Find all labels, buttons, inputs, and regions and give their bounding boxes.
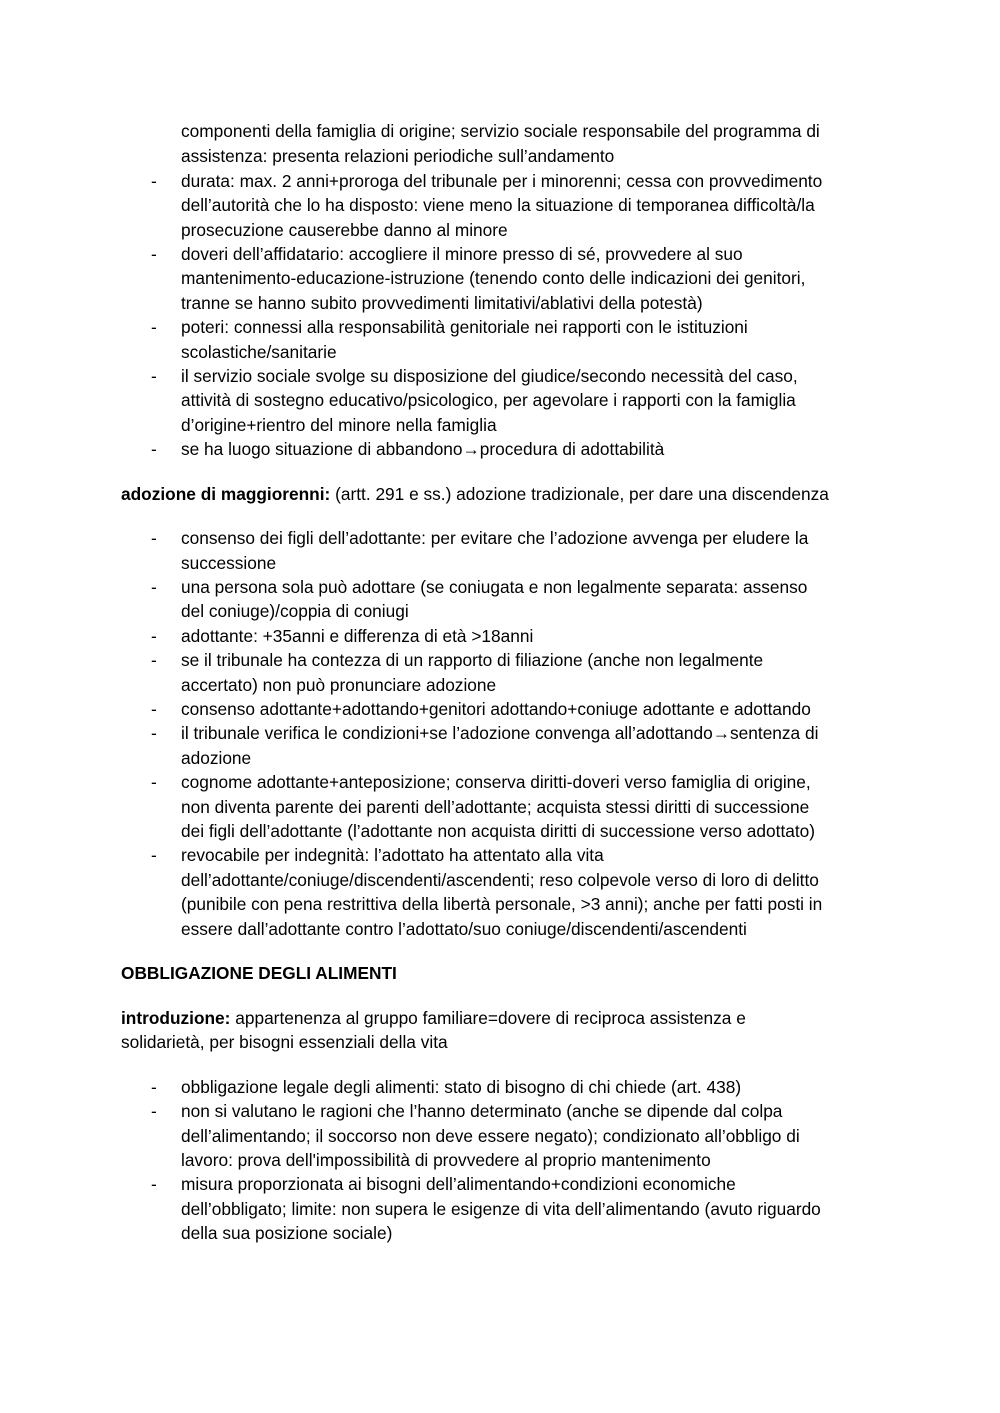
bullet-dash: - xyxy=(151,1174,157,1194)
bullet-dash: - xyxy=(151,650,157,670)
bullet-dash: - xyxy=(151,772,157,792)
bullet-dash: - xyxy=(151,1101,157,1121)
bullet-dash: - xyxy=(151,439,157,459)
bullet-dash: - xyxy=(151,244,157,264)
bullet-dash: - xyxy=(151,626,157,646)
bullet-dash: - xyxy=(151,699,157,719)
bullet-dash: - xyxy=(151,366,157,386)
document-page: componenti della famiglia di origine; servizio sociale responsabile del programma di assistenza: presenta relazioni periodiche sull’andamento - durata: max. 2 anni+proroga del tribunale per i minorenni; cessa con provvedimento dell’autorità che lo ha disposto: viene meno la situazione di temporanea difficoltà/la prosecuzione causerebbe danno al minore - doveri dell’affidatario: accogliere il minore presso di sé, provvedere al suo mantenimento-educazione-istruzione (tenendo conto delle indicazioni dei genitori, tranne se hanno subito provvedimenti limitativi/ablativi della potestà) - poteri: connessi alla responsabilità genitoriale nei rapporti con le istituzioni scolastiche/sanitarie - il servizio sociale svolge su disposizione del giudice/secondo necessità del caso, attività di sostegno educativo/psicologico, per agevolare i rapporti con la famiglia d’origine+rientro del minore nella famiglia - se ha luogo situazione di abbandono→procedura di adottabilità adozione di maggiorenni: (artt. 291 e ss.) adozione tradizionale, per dare una discendenza - consenso dei figli dell’adottante: per evitare che l’adozione avvenga per eludere la successione - una persona sola può adottare (se coniugata e non legalmente separata: assenso del coniuge)/coppia di coniugi - adottante: +35anni e differenza di età >18anni - se il tribunale ha contezza di un rapporto di filiazione (anche non legalmente accertato) non può pronunciare adozione - consenso adottante+adottando+genitori adottando+coniuge adottante e adottando - il tribunale verifica le condizioni+se l’adozione convenga all’adottando→sentenza di adozione - cognome adottante+anteposizione; conserva diritti-doveri verso famiglia di origine, non diventa parente dei parenti dell’adottante; acquista stessi diritti di successione dei figli dell’adottante (l’adottante non acquista diritti di successione verso adottato) - revocabile per indegnità: l’adottato ha attentato alla vita dell’adottante/coniuge/discendenti/ascendenti; reso colpevole verso di loro di delitto (punibile con pena restrittiva della libertà personale, >3 anni); anche per fatti posti in essere dall’adottante contro l’adottato/suo coniuge/discendenti/ascendenti OBBLIGAZIONE DEGLI ALIMENTI introduzione: appartenenza al gruppo familiare=dovere di reciproca assistenza e solidarietà, per bisogni essenziali della vita - obbligazione legale degli alimenti: stato di bisogno di chi chiede (art. 438) - non si valutano le ragioni che l’hanno determinato (anche se dipende dal colpa dell’alimentando; il soccorso non deve essere negato); condizionato all’obbligo di lavoro: prova dell'impossibilità di provvedere al proprio mantenimento - misura proporzionata ai bisogni dell’alimentando+condizioni economiche dell’obbligato; limite: non supera le esigenze di vita dell’alimentando (avuto riguardo della sua posizione sociale) xyxy=(121,121,829,1243)
paragraph-lead: introduzione: xyxy=(121,1008,231,1028)
paragraph-lead: adozione di maggiorenni: xyxy=(121,484,331,504)
bullet-dash: - xyxy=(151,317,157,337)
bullet-dash: - xyxy=(151,528,157,548)
bullet-dash: - xyxy=(151,845,157,865)
bullet-dash: - xyxy=(151,577,157,597)
bullet-dash: - xyxy=(151,723,157,743)
bullet-dash: - xyxy=(151,1077,157,1097)
bullet-dash: - xyxy=(151,171,157,191)
